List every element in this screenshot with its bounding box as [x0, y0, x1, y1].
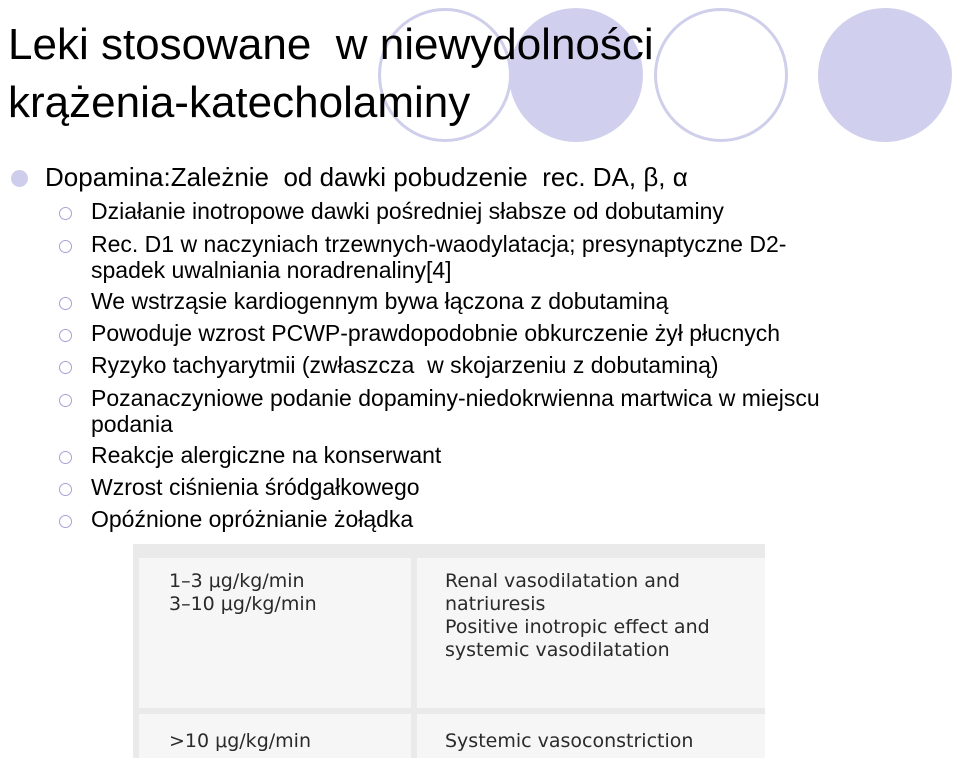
- sub-bullet-line: Pozanaczyniowe podanie dopaminy-niedokrwienna martwica w miejscu: [91, 385, 820, 411]
- effect-text: systemic vasodilatation: [445, 639, 670, 661]
- dose-cell: [139, 714, 411, 758]
- main-bullet: [0, 158, 960, 194]
- effect-cell: [417, 714, 765, 758]
- bullet-dot-icon: [11, 170, 28, 187]
- main-bullet-text: Dopamina:Zależnie od dawki pobudzenie rec. DA, β, α: [45, 162, 688, 192]
- ring-bullet-icon: [59, 329, 72, 342]
- dose-cell: [139, 558, 411, 708]
- sub-bullet-line: spadek uwalniania noradrenaliny[4]: [91, 257, 452, 283]
- title-line-2: krążenia-katecholaminy: [8, 78, 471, 127]
- ring-bullet-icon: [59, 240, 72, 253]
- effect-text: Positive inotropic effect and: [445, 616, 710, 638]
- sub-bullet-text: Wzrost ciśnienia śródgałkowego: [91, 474, 420, 500]
- ring-bullet-icon: [59, 207, 72, 220]
- sub-bullet-text: [91, 385, 951, 437]
- decor-circle-4: [818, 8, 952, 142]
- ring-bullet-icon: [59, 394, 72, 407]
- sub-bullet-text: Powoduje wzrost PCWP-prawdopodobnie obkurczenie żył płucnych: [91, 320, 781, 346]
- dose-text: 3–10 μg/kg/min: [169, 593, 317, 615]
- ring-bullet-icon: [59, 451, 72, 464]
- effect-text: Renal vasodilatation and: [445, 570, 680, 592]
- slide-title: [8, 16, 768, 132]
- dose-table-image: [133, 544, 765, 758]
- sub-bullet-text: Reakcje alergiczne na konserwant: [91, 442, 442, 468]
- sub-bullet-text: Ryzyko tachyarytmii (zwłaszcza w skojarzeniu z dobutaminą): [91, 352, 719, 378]
- effect-cell: [417, 558, 765, 708]
- title-line-1: Leki stosowane w niewydolności: [8, 20, 654, 69]
- effect-text: natriuresis: [445, 593, 546, 615]
- ring-bullet-icon: [59, 361, 72, 374]
- ring-bullet-icon: [59, 515, 72, 528]
- sub-bullet-line: Rec. D1 w naczyniach trzewnych-waodylatacja; presynaptyczne D2-: [91, 231, 787, 257]
- ring-bullet-icon: [59, 483, 72, 496]
- effect-text: Systemic vasoconstriction: [445, 730, 694, 752]
- dose-text: 1–3 μg/kg/min: [169, 570, 305, 592]
- sub-bullet-text: Opóźnione opróżnianie żołądka: [91, 506, 414, 532]
- sub-bullet-line: podania: [91, 411, 173, 437]
- sub-bullet-text: We wstrząsie kardiogennym bywa łączona z dobutaminą: [91, 288, 669, 314]
- ring-bullet-icon: [59, 297, 72, 310]
- sub-bullet-text: Działanie inotropowe dawki pośredniej słabsze od dobutaminy: [91, 198, 724, 224]
- dose-text: >10 μg/kg/min: [169, 730, 311, 752]
- sub-bullet-text: [91, 231, 951, 283]
